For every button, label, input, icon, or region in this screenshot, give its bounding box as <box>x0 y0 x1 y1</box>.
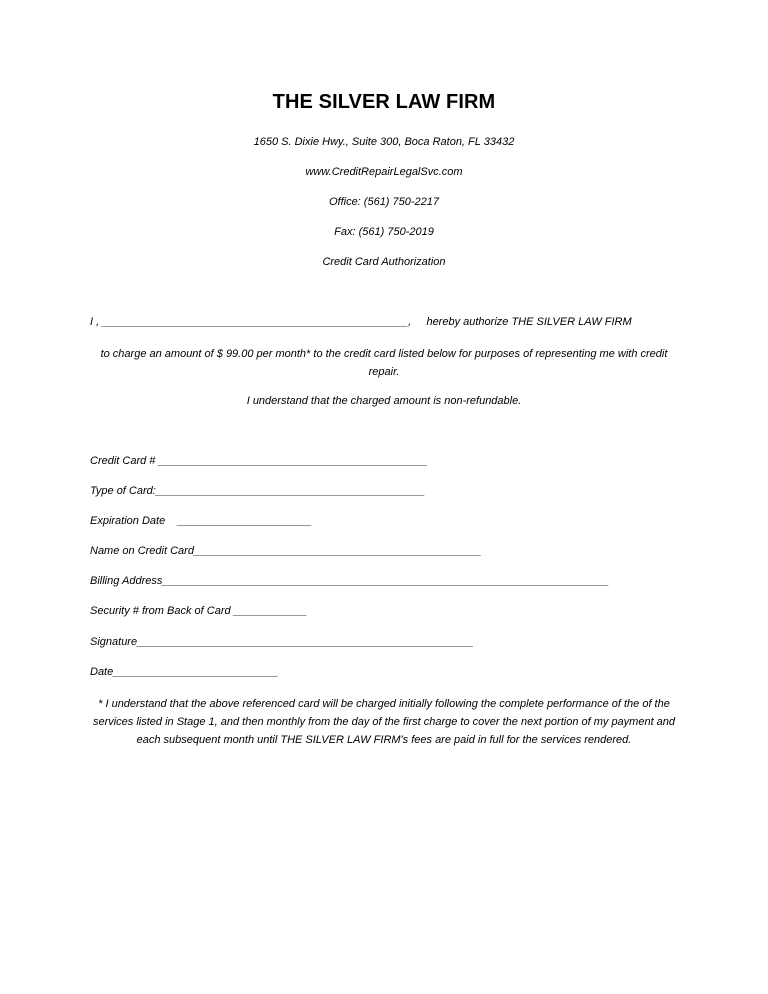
date-field: Date___________________________ <box>90 666 279 678</box>
credit-card-number-field: Credit Card # ____________________________________________ <box>90 455 428 467</box>
card-type-field: Type of Card:____________________________________________ <box>90 485 426 497</box>
firm-address: 1650 S. Dixie Hwy., Suite 300, Boca Raton, FL 33432 <box>253 136 515 148</box>
authorization-charge-text: to charge an amount of $ 99.00 per month* to the credit card listed below for purposes of representing me with credit repair. <box>100 348 668 378</box>
firm-title: THE SILVER LAW FIRM <box>272 91 496 113</box>
security-code-field: Security # from Back of Card ____________ <box>90 605 308 617</box>
form-title: Credit Card Authorization <box>322 256 446 268</box>
authorization-name-line: I , __________________________________________________, hereby authorize THE SILVER LAW FIRM <box>90 316 632 328</box>
footnote-text: * I understand that the above referenced card will be charged initially following the complete performance of the of the services listed in Stage 1, and then monthly from the day of the first charge to cover the next portion of my payment and each subsequent month until THE SILVER LAW FIRM's fees are paid in full for the services rendered. <box>92 698 676 746</box>
expiration-date-field: Expiration Date ______________________ <box>90 515 313 527</box>
office-phone: Office: (561) 750-2217 <box>328 196 440 208</box>
firm-website: www.CreditRepairLegalSvc.com <box>305 166 463 178</box>
non-refundable-notice: I understand that the charged amount is non-refundable. <box>246 395 522 407</box>
name-on-card-field: Name on Credit Card_______________________________________________ <box>90 545 482 557</box>
billing-address-field: Billing Address_________________________________________________________________________ <box>90 575 609 587</box>
signature-field: Signature_______________________________________________________ <box>90 636 474 648</box>
fax-number: Fax: (561) 750-2019 <box>334 226 434 238</box>
